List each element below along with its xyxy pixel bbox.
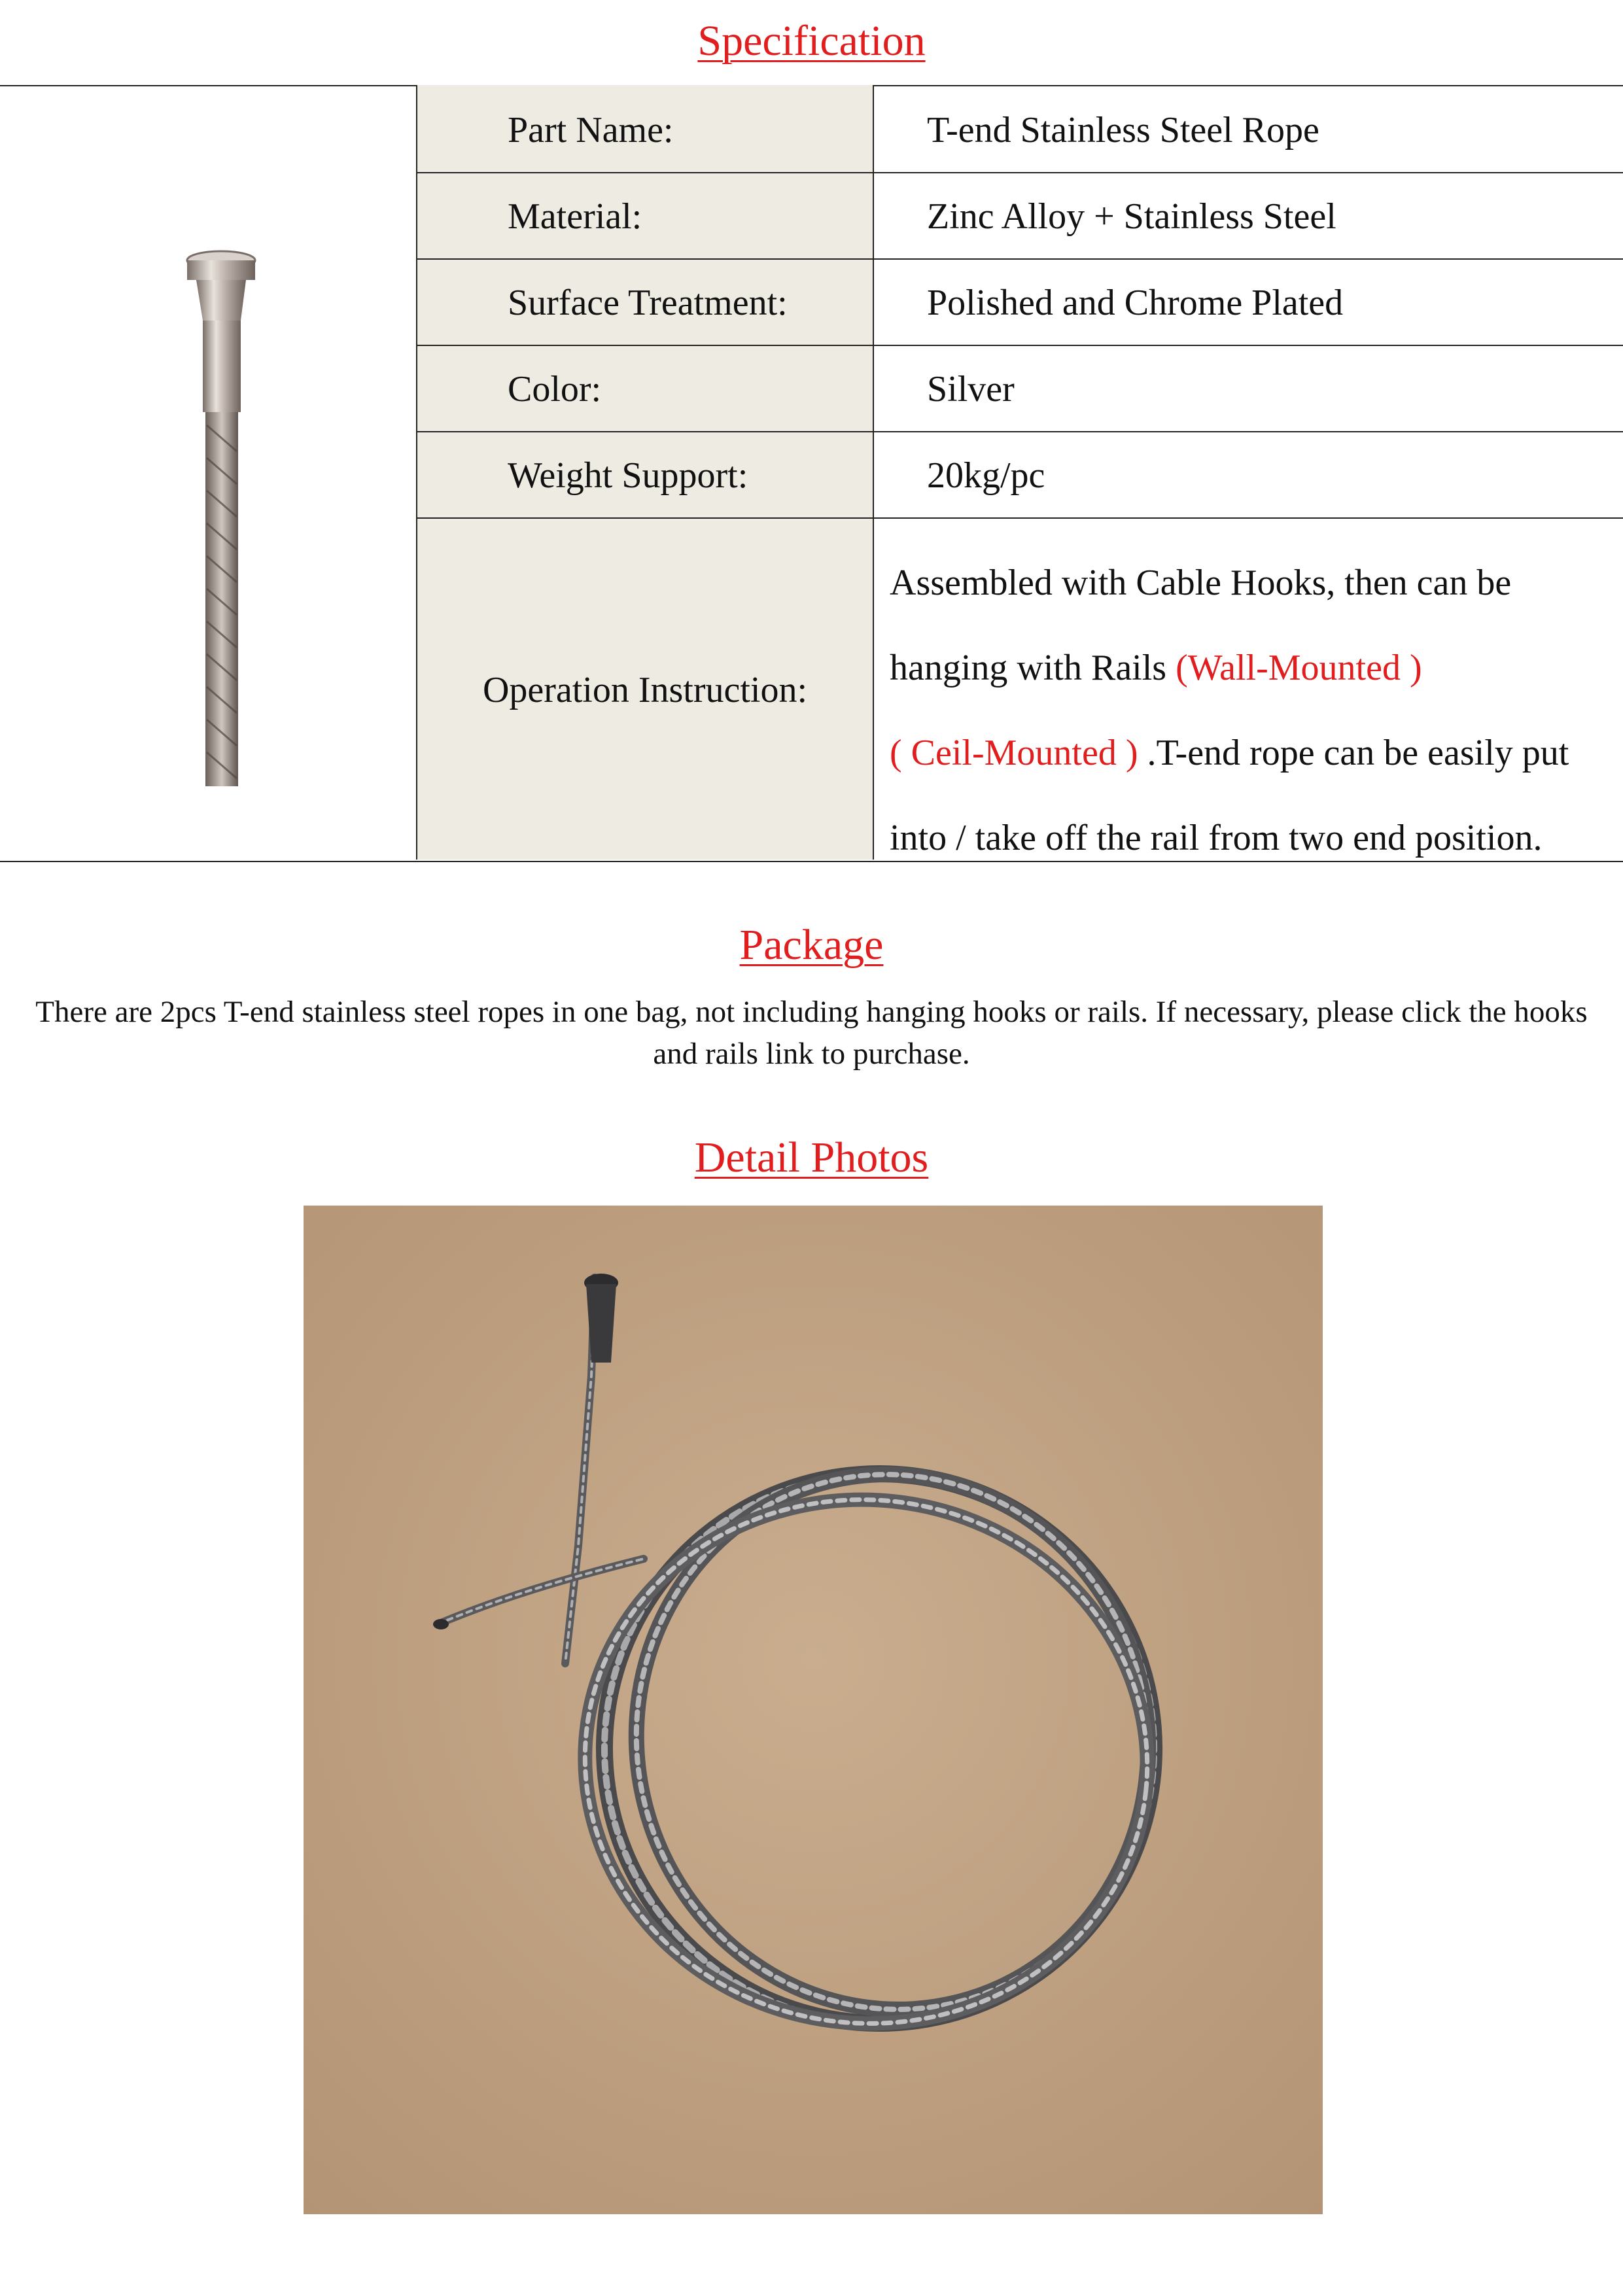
operation-line-4: into / take off the rail from two end position. <box>890 818 1543 858</box>
weight-support-value: 20kg/pc <box>927 455 1045 496</box>
product-thumbnail <box>0 85 416 860</box>
operation-line-2-text: hanging with Rails <box>890 648 1176 688</box>
detail-photos-heading: Detail Photos <box>694 1134 929 1181</box>
operation-line-3 <box>890 710 1609 795</box>
surface-treatment-label: Surface Treatment: <box>508 283 788 323</box>
wall-mounted-link: (Wall-Mounted ) <box>1176 648 1422 688</box>
ceil-mounted-link: ( Ceil-Mounted ) <box>890 733 1138 773</box>
color-label: Color: <box>508 369 602 409</box>
coiled-rope-photo <box>304 1206 1323 2214</box>
t-end-rope-image <box>0 85 416 860</box>
material-label: Material: <box>508 196 642 237</box>
row-divider <box>416 172 1623 173</box>
row-divider <box>416 258 1623 260</box>
part-name-value: T-end Stainless Steel Rope <box>927 110 1319 150</box>
part-name-label: Part Name: <box>508 110 674 150</box>
color-value: Silver <box>927 369 1015 409</box>
weight-support-label: Weight Support: <box>508 455 748 496</box>
detail-photo <box>304 1206 1323 2214</box>
specification-heading: Specification <box>697 17 926 65</box>
row-divider <box>416 345 1623 346</box>
package-description: There are 2pcs T-end stainless steel ropes in one bag, not including hanging hooks or rails. If necessary, please click the hooks and rails link to purchase. <box>35 995 1588 1071</box>
row-divider <box>416 517 1623 519</box>
material-value: Zinc Alloy + Stainless Steel <box>927 196 1336 237</box>
row-divider <box>416 431 1623 432</box>
package-heading: Package <box>739 921 884 969</box>
operation-line-1: Assembled with Cable Hooks, then can be <box>890 563 1512 603</box>
surface-treatment-value: Polished and Chrome Plated <box>927 283 1344 323</box>
operation-line-2 <box>890 625 1609 710</box>
operation-instruction-label: Operation Instruction: <box>482 670 808 710</box>
operation-line-3-text: .T-end rope can be easily put <box>1138 733 1569 773</box>
operation-instruction-text <box>890 540 1609 880</box>
